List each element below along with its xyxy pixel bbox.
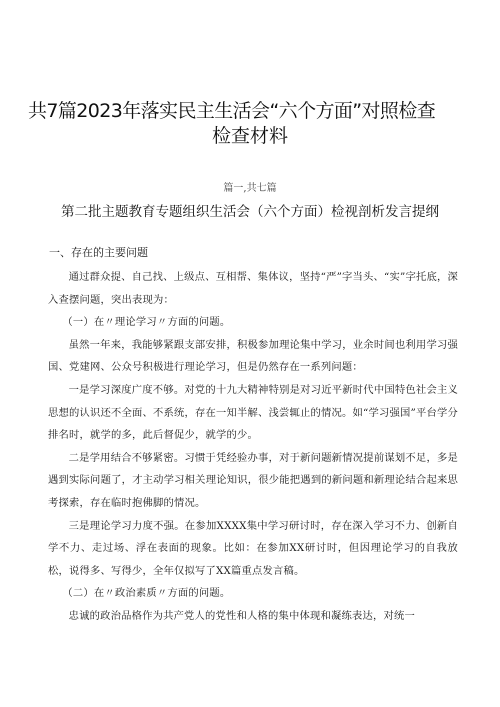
paragraph: 三是理论学习力度不强。在参加XXXX集中学习研讨时，存在深入学习不力、创新自学不力、走过场、浮在表面的现象。比如：在参加XX研讨时，但因理论学习的自我放松，说得多、写得少，全年仅拟写了XX篇重点发言稿。 — [48, 519, 458, 577]
body-text — [48, 266, 458, 628]
chapter-label: 篇一,共七篇 — [223, 183, 277, 194]
section-heading-1: 一、存在的主要问题 — [49, 246, 148, 259]
document-title-line-1: 共7篇2023年落实民主生活会“六个方面”对照检查 — [28, 100, 436, 122]
paragraph-subheading: （二）在〃政治素质〃方面的问题。 — [62, 587, 231, 600]
paragraph: 二是学用结合不够紧密。习惯于凭经验办事，对于新问题新情况提前谋划不足，多是遇到实际问题了，才主动学习相关理论知识，很少能把遇到的新问题和新理论结合起来思考探索，存在临时抱佛脚的情况。 — [48, 451, 458, 509]
section-subtitle: 第二批主题教育专题组织生活会（六个方面）检视剖析发言提纲 — [61, 204, 439, 220]
document-title-line-2: 检查材料 — [211, 125, 288, 147]
paragraph: 一是学习深度广度不够。对党的十九大精神特别是对习近平新时代中国特色社会主义思想的认识还不全面、不系统，存在一知半解、浅尝辄止的情况。如“学习强国”平台学分排名时，就学的多，此后督促少，就学的少。 — [48, 383, 458, 442]
paragraph: 忠诚的政治品格作为共产党人的党性和人格的集中体现和凝练表达，对统一 — [68, 609, 415, 622]
paragraph-subheading: （一）在〃理论学习〃方面的问题。 — [62, 316, 231, 329]
paragraph: 通过群众提、自己找、上级点、互相帮、集体议，坚持“严”字当头、“实”字托底，深入查摆问题，突出表现为： — [48, 271, 458, 306]
paragraph: 虽然一年来，我能够紧跟支部安排，积极参加理论集中学习，业余时间也利用学习强国、党建网、公众号积极进行理论学习，但是仍然存在一系列问题： — [48, 338, 458, 374]
